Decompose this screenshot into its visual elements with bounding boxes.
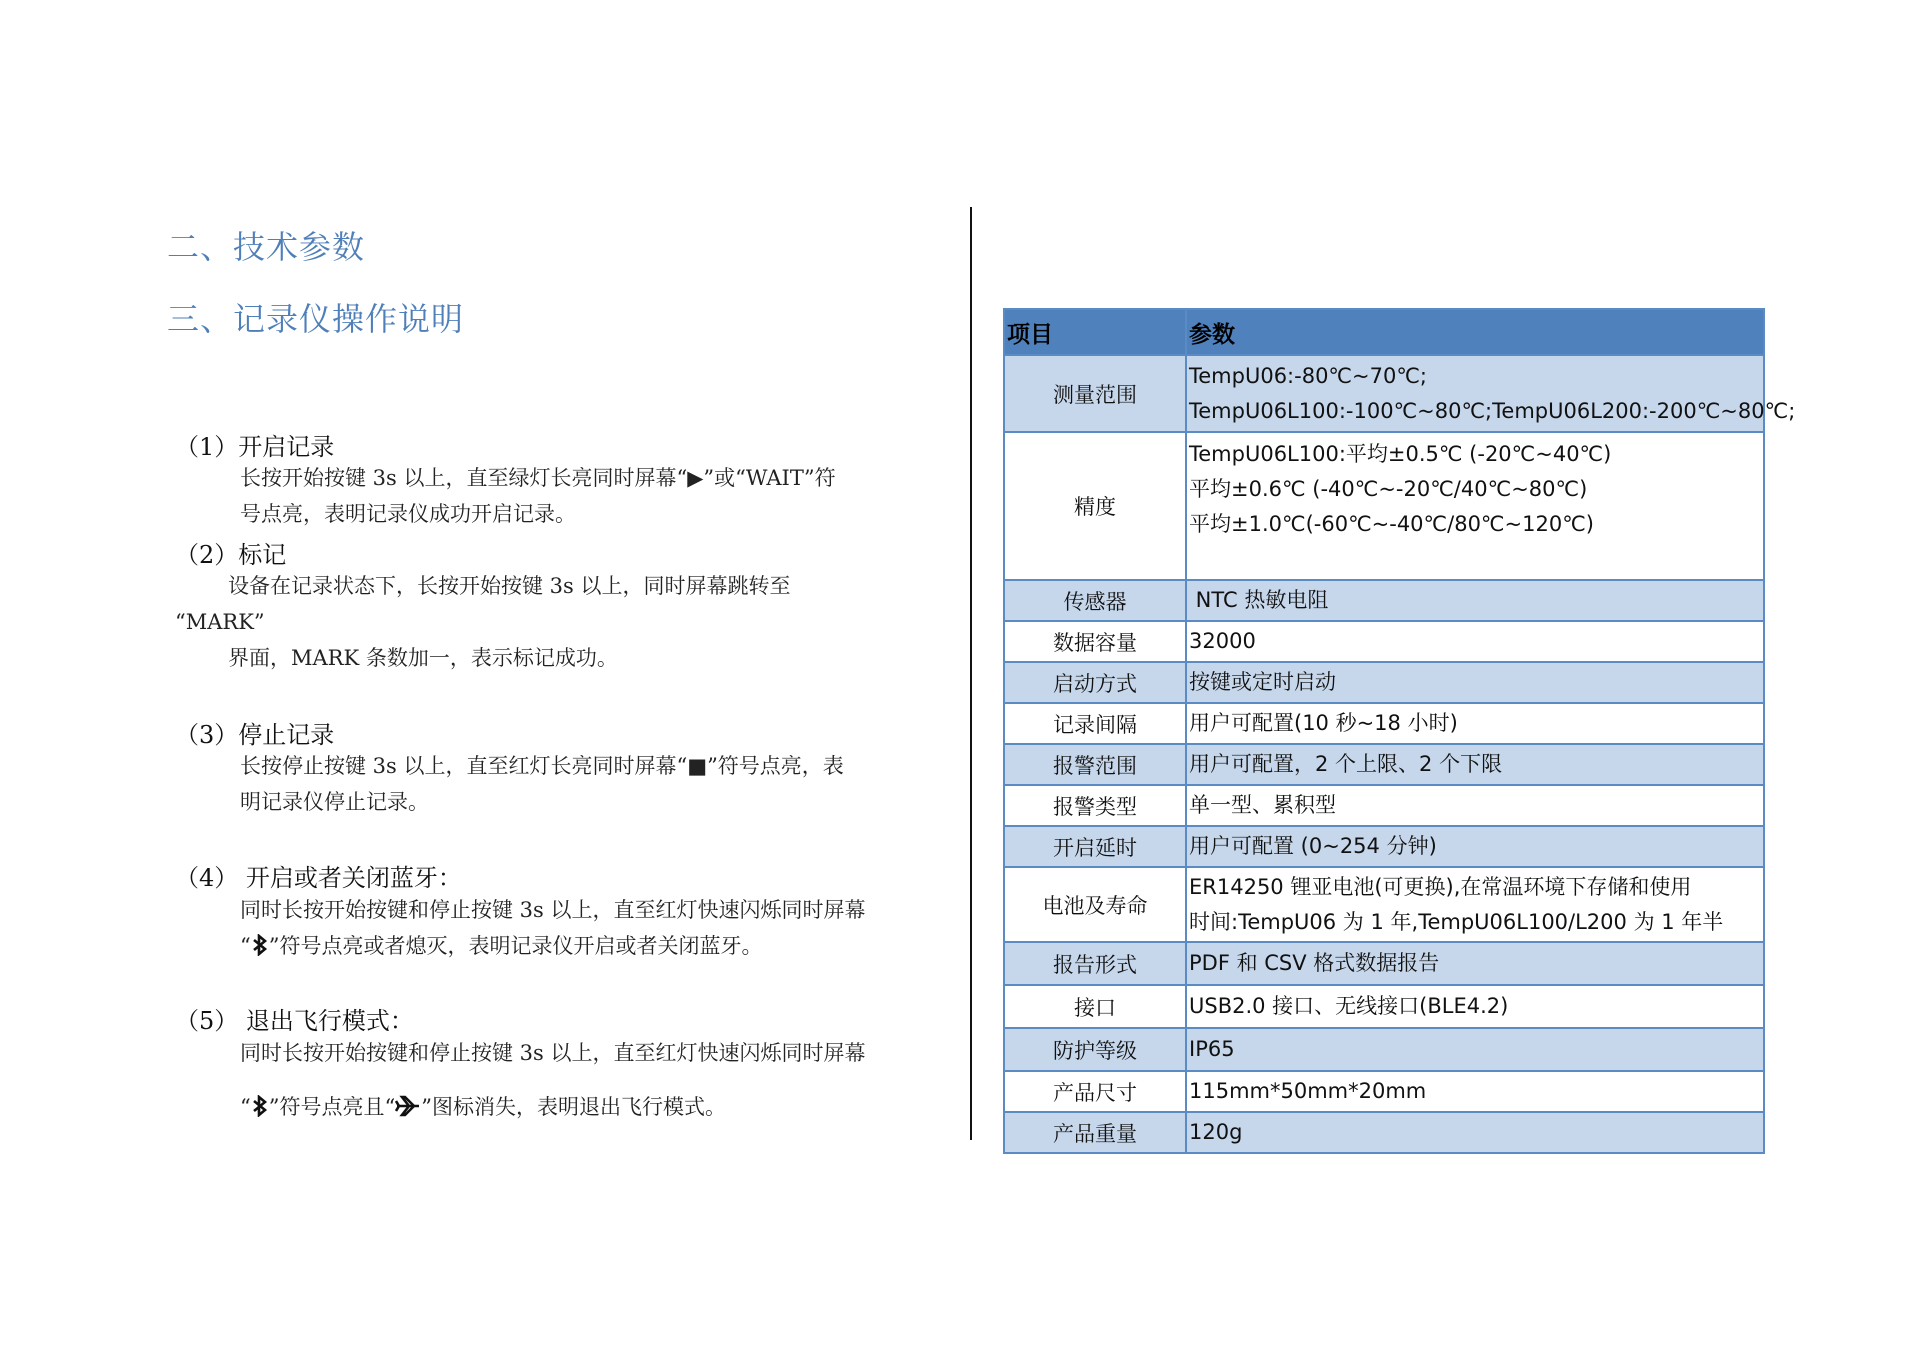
row-key: 记录间隔 <box>1004 703 1186 744</box>
row-value <box>1186 432 1764 580</box>
row-value-line: 用户可配置，2 个上限、2 个下限 <box>1189 752 1503 776</box>
row-key: 防护等级 <box>1004 1028 1186 1071</box>
step-4-line-2-rest: ”符号点亮或者熄灭，表明记录仪开启或者关闭蓝牙。 <box>268 934 763 958</box>
row-key: 精度 <box>1004 432 1186 580</box>
row-value-line: NTC 热敏电阻 <box>1189 588 1329 612</box>
table-header-row <box>1004 309 1764 355</box>
row-value <box>1186 867 1764 942</box>
step-3-line-2: 明记录仪停止记录。 <box>240 790 429 814</box>
row-value-line: 用户可配置 (0~254 分钟) <box>1189 834 1437 858</box>
row-value-line: TempU06:-80℃~70℃; <box>1189 363 1427 388</box>
row-value <box>1186 826 1764 867</box>
row-value <box>1186 1112 1764 1153</box>
row-value <box>1186 355 1796 432</box>
step-4-line-1: 同时长按开始按键和停止按键 3s 以上，直至红灯快速闪烁同时屏幕 <box>240 898 866 922</box>
step-5-line-2-mid: ”符号点亮且“ <box>268 1095 396 1119</box>
step-2-title: （2）标记 <box>175 541 287 569</box>
table-row <box>1004 621 1764 662</box>
table-row <box>1004 580 1764 621</box>
row-key: 报告形式 <box>1004 942 1186 985</box>
table-row <box>1004 867 1764 942</box>
row-key: 接口 <box>1004 985 1186 1028</box>
row-value-line: 32000 <box>1189 629 1256 653</box>
row-key: 产品尺寸 <box>1004 1071 1186 1112</box>
row-value-line: 用户可配置(10 秒~18 小时) <box>1189 711 1458 735</box>
step-2-line-1: 设备在记录状态下，长按开始按键 3s 以上，同时屏幕跳转至 <box>228 574 791 598</box>
row-value <box>1186 1071 1764 1112</box>
row-value <box>1186 942 1764 985</box>
table-row <box>1004 785 1764 826</box>
row-key: 测量范围 <box>1004 355 1186 432</box>
table-row <box>1004 703 1764 744</box>
bluetooth-icon <box>251 934 269 958</box>
heading-tech-params: 二、技术参数 <box>167 228 366 266</box>
table-row <box>1004 1071 1764 1112</box>
table-row <box>1004 355 1764 432</box>
row-value-line: 按键或定时启动 <box>1189 670 1336 694</box>
step-1-title: （1）开启记录 <box>175 433 335 461</box>
row-key: 报警类型 <box>1004 785 1186 826</box>
row-value-line: 平均±0.6℃ (-40℃~-20℃/40℃~80℃) <box>1189 477 1588 501</box>
table-row <box>1004 826 1764 867</box>
table-row <box>1004 432 1764 580</box>
step-4-quote-open: “ <box>240 934 251 958</box>
airplane-icon <box>395 1095 421 1119</box>
table-row <box>1004 662 1764 703</box>
step-5-line-2-end: ”图标消失，表明退出飞行模式。 <box>421 1095 726 1119</box>
row-key: 产品重量 <box>1004 1112 1186 1153</box>
step-2-line-2: “MARK” <box>175 610 265 634</box>
step-4-title: （4） 开启或者关闭蓝牙： <box>175 864 462 892</box>
row-value-line: USB2.0 接口、无线接口(BLE4.2) <box>1189 994 1509 1018</box>
row-value <box>1186 703 1764 744</box>
row-value-line: PDF 和 CSV 格式数据报告 <box>1189 951 1440 975</box>
bluetooth-icon <box>251 1095 269 1119</box>
step-5-line-1: 同时长按开始按键和停止按键 3s 以上，直至红灯快速闪烁同时屏幕 <box>240 1041 866 1065</box>
row-value <box>1186 785 1764 826</box>
row-key: 数据容量 <box>1004 621 1186 662</box>
row-value <box>1186 1028 1764 1071</box>
row-value-line: 平均±1.0℃(-60℃~-40℃/80℃~120℃) <box>1189 512 1594 536</box>
table-row <box>1004 1028 1764 1071</box>
row-value-line: ER14250 锂亚电池(可更换),在常温环境下存储和使用 <box>1189 874 1692 899</box>
step-1-line-2: 号点亮，表明记录仪成功开启记录。 <box>240 502 576 526</box>
table-row <box>1004 744 1764 785</box>
step-5-quote-open: “ <box>240 1095 251 1119</box>
table-row <box>1004 1112 1764 1153</box>
step-3-line-1: 长按停止按键 3s 以上，直至红灯长亮同时屏幕“■”符号点亮，表 <box>240 754 844 778</box>
row-key: 开启延时 <box>1004 826 1186 867</box>
step-4-line-2 <box>240 928 762 964</box>
row-value <box>1186 621 1764 662</box>
row-key: 电池及寿命 <box>1004 867 1186 942</box>
row-value <box>1186 580 1764 621</box>
row-key: 启动方式 <box>1004 662 1186 703</box>
row-value-line: 单一型、累积型 <box>1189 793 1336 817</box>
row-value-line: TempU06L100:-100℃~80℃;TempU06L200:-200℃~80℃; <box>1189 398 1796 423</box>
table-row <box>1004 985 1764 1028</box>
step-3-title: （3）停止记录 <box>175 721 335 749</box>
row-value-line: TempU06L100:平均±0.5℃ (-20℃~40℃) <box>1189 442 1612 466</box>
step-5-line-2 <box>240 1089 726 1125</box>
row-value-line: 115mm*50mm*20mm <box>1189 1079 1427 1103</box>
row-value <box>1186 662 1764 703</box>
table-header-item: 项目 <box>1004 309 1186 355</box>
spec-table <box>1003 308 1796 1154</box>
row-value-line: 时间:TempU06 为 1 年,TempU06L100/L200 为 1 年半 <box>1189 909 1724 934</box>
step-5-title: （5） 退出飞行模式： <box>175 1007 414 1035</box>
row-value <box>1186 985 1764 1028</box>
row-key: 传感器 <box>1004 580 1186 621</box>
column-divider <box>970 207 972 1140</box>
heading-operation: 三、记录仪操作说明 <box>167 300 465 338</box>
table-header-param: 参数 <box>1186 309 1764 355</box>
row-value <box>1186 744 1764 785</box>
table-row <box>1004 942 1764 985</box>
step-1-line-1: 长按开始按键 3s 以上，直至绿灯长亮同时屏幕“▶”或“WAIT”符 <box>240 466 836 490</box>
row-key: 报警范围 <box>1004 744 1186 785</box>
row-value-line: 120g <box>1189 1120 1243 1144</box>
step-2-line-3: 界面，MARK 条数加一，表示标记成功。 <box>228 646 618 670</box>
row-value-line: IP65 <box>1189 1037 1235 1061</box>
